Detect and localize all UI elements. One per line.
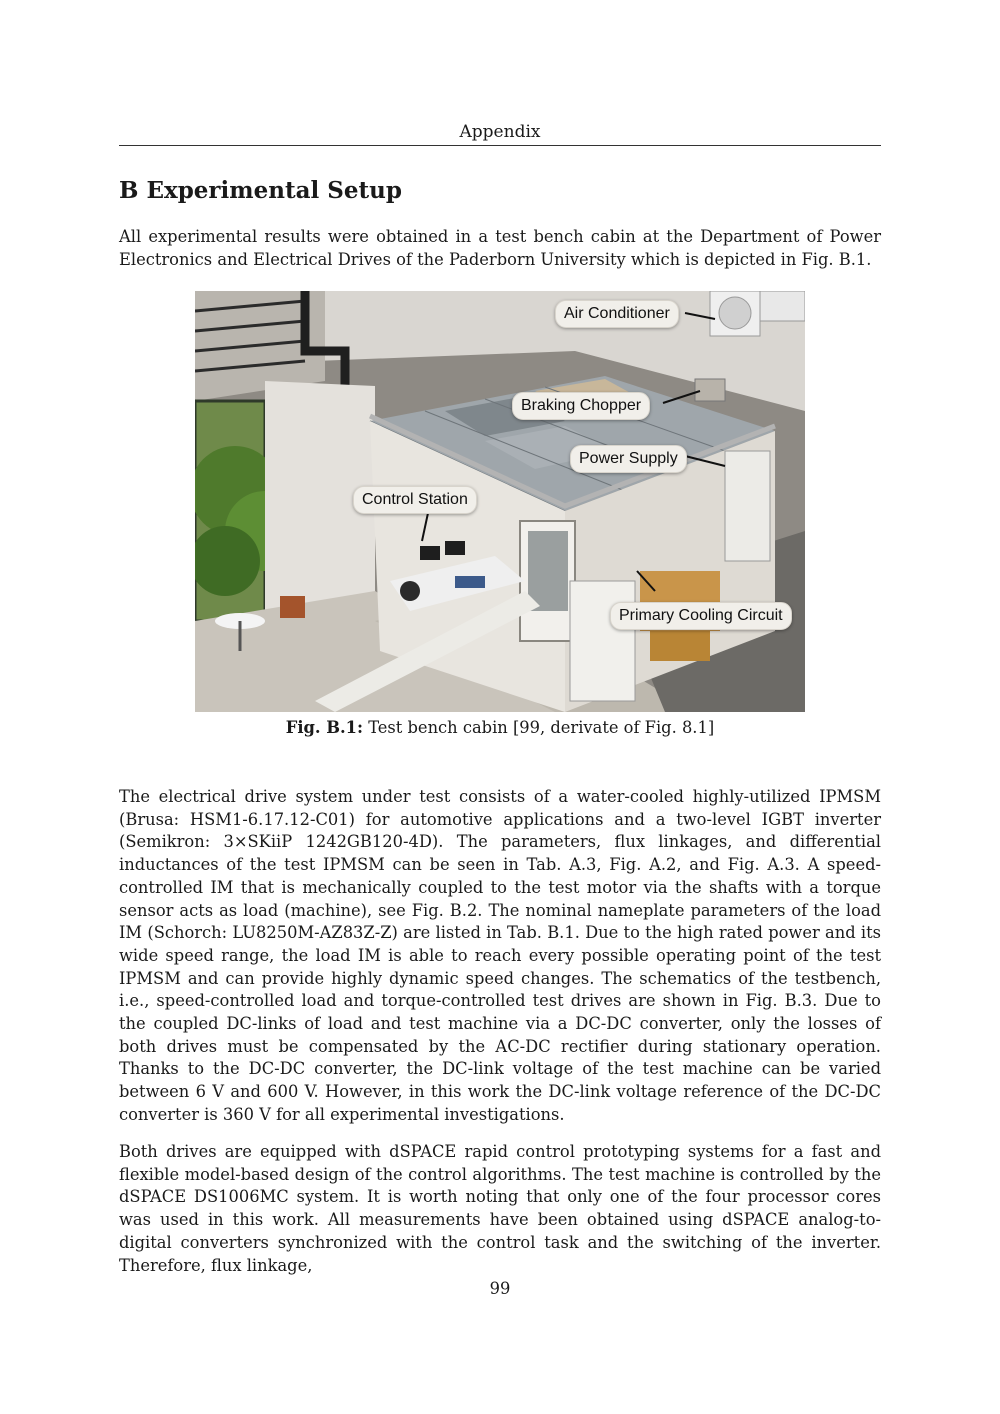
callout-power-supply: Power Supply — [570, 445, 687, 473]
test-bench-illustration — [195, 291, 805, 712]
callout-primary-cooling-circuit: Primary Cooling Circuit — [610, 602, 792, 630]
page-number: 99 — [489, 1279, 511, 1298]
main-paragraph: The electrical drive system under test consists of a water-cooled highly-utilized IPMSM (Brusa: HSM1-6.17.12-C01) for automotive applications and a two-level IGBT inverter (Semikron: 3×SKiiP 1242GB120-4D). The parameters, flux linkages, and differential inductances of the test IPMSM can be seen in Tab. A.3, Fig. A.2, and Fig. A.3. A speed-controlled IM that is mechanically coupled to the test motor via the shafts with a torque sensor acts as load (machine), see Fig. B.2. The nominal nameplate parameters of the load IM (Schorch: LU8250M-AZ83Z-Z) are listed in Tab. B.1. Due to the high rated power and its wide speed range, the load IM is able to reach every possible operating point of the test IPMSM and can provide highly dynamic speed changes. The schematics of the testbench, i.e., speed-controlled load and torque-controlled test drives are shown in Fig. B.3. Due to the coupled DC-links of load and test machine via a DC-DC converter, only the losses of both drives must be compensated by the AC-DC rectifier during stationary operation. Thanks to the DC-DC converter, the DC-link voltage of the test machine can be varied between 6 V and 600 V. However, in this work the DC-link voltage reference of the DC-DC converter is 360 V for all experimental investigations. — [119, 787, 881, 1124]
callout-air-conditioner: Air Conditioner — [555, 300, 679, 328]
figure-caption — [119, 717, 881, 739]
intro-paragraph: All experimental results were obtained in a test bench cabin at the Department of Power Electronics and Electrical Drives of the Paderborn University which is depicted in Fig. B.1. — [119, 227, 881, 269]
figure-caption-label: Fig. B.1: — [285, 718, 364, 737]
figure-caption-text: Test bench cabin [99, derivate of Fig. 8.1] — [368, 718, 715, 737]
last-paragraph: Both drives are equipped with dSPACE rapid control prototyping systems for a fast and flexible model-based design of the control algorithms. The test machine is controlled by the dSPACE DS1006MC system. It is worth noting that only one of the four processor cores was used in this work. All measurements have been obtained using dSPACE analog-to-digital converters synchronized with the control task and the switching of the inverter. Therefore, flux linkage, — [119, 1142, 881, 1275]
callout-control-station: Control Station — [353, 486, 477, 514]
test-bench-photo — [195, 291, 805, 712]
running-header: Appendix — [459, 122, 541, 142]
section-heading: B Experimental Setup — [119, 177, 402, 204]
callout-braking-chopper: Braking Chopper — [512, 392, 650, 420]
header-rule — [119, 145, 881, 146]
